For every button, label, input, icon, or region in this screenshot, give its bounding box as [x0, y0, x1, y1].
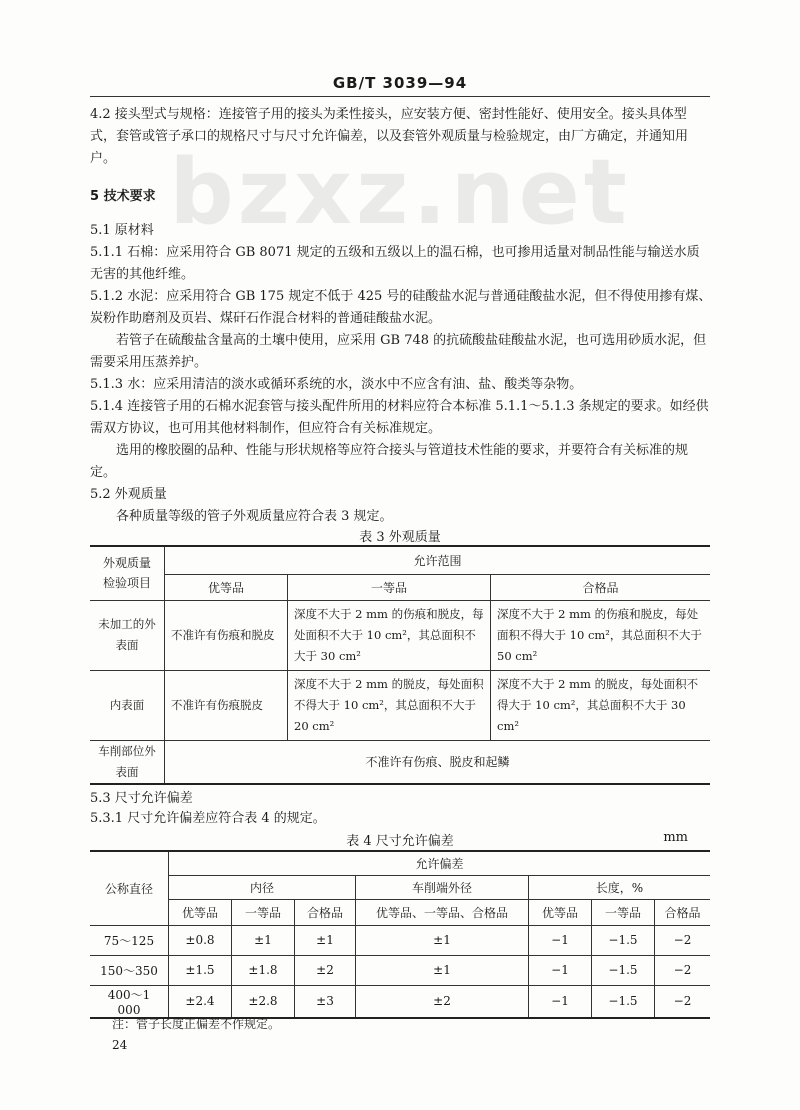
table3-cell: 不准许有伤痕脱皮 [165, 670, 288, 740]
table4-cell: ±1 [232, 925, 295, 955]
table4-cell: −1 [529, 925, 592, 955]
table4-sub: 优等品 [529, 899, 592, 925]
table3-cell: 不准许有伤痕和脱皮 [165, 600, 288, 670]
table4-sub: 合格品 [295, 899, 356, 925]
table3-grade-1: 优等品 [165, 574, 288, 600]
para-5-3-1: 5.3.1 尺寸允许偏差应符合表 4 的规定。 [90, 811, 326, 826]
table3-grade-2: 一等品 [288, 574, 491, 600]
table3-cell: 深度不大于 2 mm 的脱皮，每处面积不得大于 10 cm²，其总面积不大于 20 cm² [288, 670, 491, 740]
table4-cell: 400～1 000 [90, 985, 169, 1018]
para-5-1-2: 5.1.2 水泥：应采用符合 GB 175 规定不低于 425 号的硅酸盐水泥与普通硅酸盐水泥，但不得使用掺有煤、炭粉作助磨剂及页岩、煤矸石作混合材料的普通硅酸盐水泥。 [90, 289, 712, 326]
table4-cell: −2 [655, 955, 711, 985]
table4-cell: −2 [655, 925, 711, 955]
table4-sub: 优等品 [169, 899, 232, 925]
table4-unit: mm [663, 830, 688, 845]
table4-cell: ±1.5 [169, 955, 232, 985]
table4-cell: ±1 [356, 955, 529, 985]
table4-cell: ±3 [295, 985, 356, 1018]
table3-cell: 深度不大于 2 mm 的伤痕和脱皮，每处面积不得大于 10 cm²，其总面积不大于 50 cm² [491, 600, 711, 670]
table4-cell: ±1 [356, 925, 529, 955]
header-rule [90, 96, 710, 97]
table-row [90, 670, 710, 740]
para-5-1-4-b: 选用的橡胶圈的品种、性能与形状规格等应符合接头与管道技术性能的要求，并要符合有关标准的规定。 [90, 443, 689, 480]
table-row [90, 955, 710, 985]
page-header: GB/T 3039—94 [332, 74, 468, 92]
table4-cell: −1.5 [592, 985, 655, 1018]
table4-sub: 合格品 [655, 899, 711, 925]
table3-head-item-line1: 外观质量 [102, 556, 151, 571]
table4-cell: ±2 [295, 955, 356, 985]
table3-head-range: 允许范围 [165, 546, 711, 574]
table3-head-item [90, 546, 165, 600]
table-row [90, 740, 710, 784]
table3-caption: 表 3 外观质量 [359, 530, 441, 545]
page-number: 24 [112, 1038, 128, 1052]
table4-cell: −1.5 [592, 925, 655, 955]
heading-5-3: 5.3 尺寸允许偏差 [90, 791, 193, 806]
table3-item: 未加工的外表面 [90, 600, 165, 670]
table4-cell: ±1.8 [232, 955, 295, 985]
heading-5-1: 5.1 原材料 [90, 223, 154, 238]
table4-cell: ±1 [295, 925, 356, 955]
table3 [90, 545, 710, 785]
watermark: bzxz.net [169, 140, 631, 245]
para-5-1-3: 5.1.3 水：应采用清洁的淡水或循环系统的水，淡水中不应含有油、盐、酸类等杂物。 [90, 377, 583, 392]
table4-cell: −2 [655, 985, 711, 1018]
para-4-2: 4.2 接头型式与规格：连接管子用的接头为柔性接头，应安装方便、密封性能好、使用安全。接头具体型式，套管或管子承口的规格尺寸与尺寸允许偏差，以及套管外观质量与检验规定，由厂方确定，并通知用户。 [90, 107, 689, 166]
table3-item: 车削部位外表面 [90, 740, 165, 784]
table4-sub: 一等品 [592, 899, 655, 925]
table4-head-nominal: 公称直径 [90, 851, 169, 925]
table4-cell: 150～350 [90, 955, 169, 985]
table4-sub: 一等品 [232, 899, 295, 925]
para-5-1-2-b: 若管子在硫酸盐含量高的土壤中使用，应采用 GB 748 的抗硫酸盐硅酸盐水泥，也可选用砂质水泥，但需要采用压蒸养护。 [90, 333, 707, 370]
table4 [90, 850, 710, 1019]
table4-cell: ±2.8 [232, 985, 295, 1018]
table-row [90, 925, 710, 955]
heading-5-2: 5.2 外观质量 [90, 487, 167, 502]
table3-head-item-line2: 检验项目 [102, 576, 151, 591]
table4-cell: −1 [529, 955, 592, 985]
table3-grade-3: 合格品 [491, 574, 711, 600]
table4-caption: 表 4 尺寸允许偏差 [346, 834, 454, 849]
table3-cell: 深度不大于 2 mm 的脱皮，每处面积不得大于 10 cm²，其总面积不大于 30 cm² [491, 670, 711, 740]
para-5-1-1: 5.1.1 石棉：应采用符合 GB 8071 规定的五级和五级以上的温石棉，也可掺用适量对制品性能与输送水质无害的其他纤维。 [90, 245, 700, 282]
table4-group-turned: 车削端外径 [356, 875, 529, 899]
table4-sub: 优等品、一等品、合格品 [356, 899, 529, 925]
table3-cell: 深度不大于 2 mm 的伤痕和脱皮，每处面积不大于 10 cm²，其总面积不大于 30 cm² [288, 600, 491, 670]
table-row [90, 600, 710, 670]
table4-cell: 75～125 [90, 925, 169, 955]
table4-group-length: 长度，% [529, 875, 711, 899]
table3-item: 内表面 [90, 670, 165, 740]
table4-cell: ±2 [356, 985, 529, 1018]
table4-cell: −1 [529, 985, 592, 1018]
table4-group-inner: 内径 [169, 875, 356, 899]
table4-head-allow: 允许偏差 [169, 851, 711, 875]
heading-5: 5 技术要求 [90, 189, 156, 204]
table4-cell: ±0.8 [169, 925, 232, 955]
table4-cell: −1.5 [592, 955, 655, 985]
table4-cell: ±2.4 [169, 985, 232, 1018]
table-row [90, 985, 710, 1018]
para-5-2: 各种质量等级的管子外观质量应符合表 3 规定。 [116, 509, 393, 524]
table3-cell-merged: 不准许有伤痕、脱皮和起鳞 [165, 740, 711, 784]
table4-note: 注：管子长度正偏差不作规定。 [112, 1017, 281, 1031]
para-5-1-4: 5.1.4 连接管子用的石棉水泥套管与接头配件所用的材料应符合本标准 5.1.1～5.1.3 条规定的要求。如经供需双方协议，也可用其他材料制作，但应符合有关标准规定。 [90, 399, 709, 436]
